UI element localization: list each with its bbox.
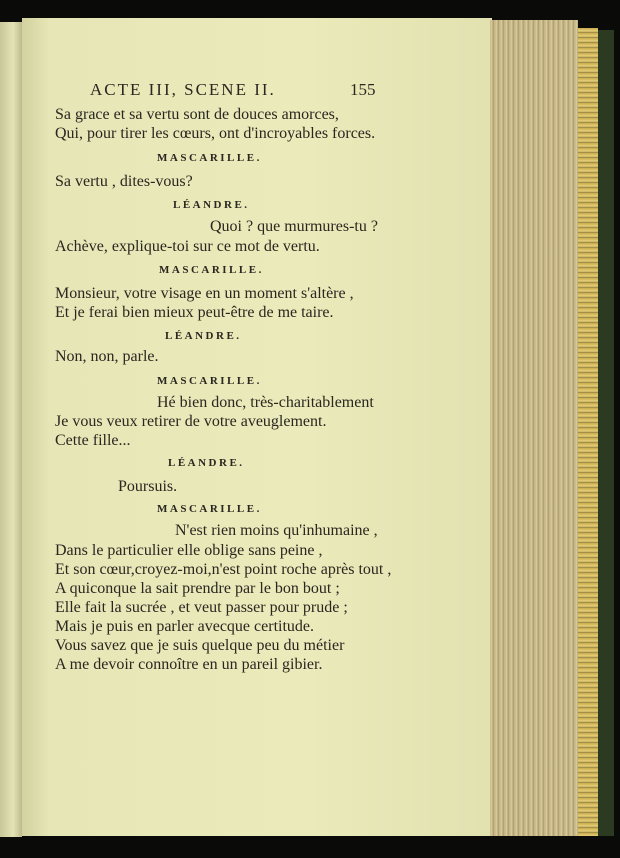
book-cover xyxy=(598,30,614,836)
verse-line: Elle fait la sucrée , et veut passer pour prude ; xyxy=(55,599,348,616)
page-edges xyxy=(490,20,578,836)
speaker-name: LÉANDRE. xyxy=(173,199,250,211)
speaker-name: LÉANDRE. xyxy=(168,457,245,469)
speaker-name: MASCARILLE. xyxy=(159,264,264,276)
verse-line: Qui, pour tirer les cœurs, ont d'incroyables forces. xyxy=(55,125,376,142)
speaker-name: LÉANDRE. xyxy=(165,330,242,342)
verse-line: Monsieur, votre visage en un moment s'altère , xyxy=(55,285,354,302)
verse-line: Vous savez que je suis quelque peu du métier xyxy=(55,637,345,654)
verse-line: Non, non, parle. xyxy=(55,348,159,365)
verse-line: Je vous veux retirer de votre aveuglement. xyxy=(55,413,327,430)
verse-line: Et son cœur,croyez-moi,n'est point roche après tout , xyxy=(55,561,392,578)
verse-line: Sa grace et sa vertu sont de douces amorces, xyxy=(55,106,339,123)
verse-line: Cette fille... xyxy=(55,432,131,449)
verse-line: Sa vertu , dites-vous? xyxy=(55,173,193,190)
speaker-name: MASCARILLE. xyxy=(157,152,262,164)
facing-page-edge xyxy=(0,22,22,837)
verse-line: Poursuis. xyxy=(118,478,178,495)
verse-line: Quoi ? que murmures-tu ? xyxy=(210,218,378,235)
page-number: 155 xyxy=(350,80,376,99)
verse-line: N'est rien moins qu'inhumaine , xyxy=(175,522,378,539)
verse-line: Achève, explique-toi sur ce mot de vertu. xyxy=(55,238,320,255)
verse-line: Hé bien donc, très-charitablement xyxy=(157,394,374,411)
speaker-name: MASCARILLE. xyxy=(157,503,262,515)
speaker-name: MASCARILLE. xyxy=(157,375,262,387)
running-title: ACTE III, SCENE II. xyxy=(90,80,276,99)
verse-line: Et je ferai bien mieux peut-être de me taire. xyxy=(55,304,334,321)
verse-line: Mais je puis en parler avecque certitude. xyxy=(55,618,314,635)
verse-line: A me devoir connoître en un pareil gibier. xyxy=(55,656,323,673)
verse-line: Dans le particulier elle oblige sans peine , xyxy=(55,542,323,559)
verse-line: A quiconque la sait prendre par le bon bout ; xyxy=(55,580,340,597)
gilt-edge xyxy=(578,28,598,836)
